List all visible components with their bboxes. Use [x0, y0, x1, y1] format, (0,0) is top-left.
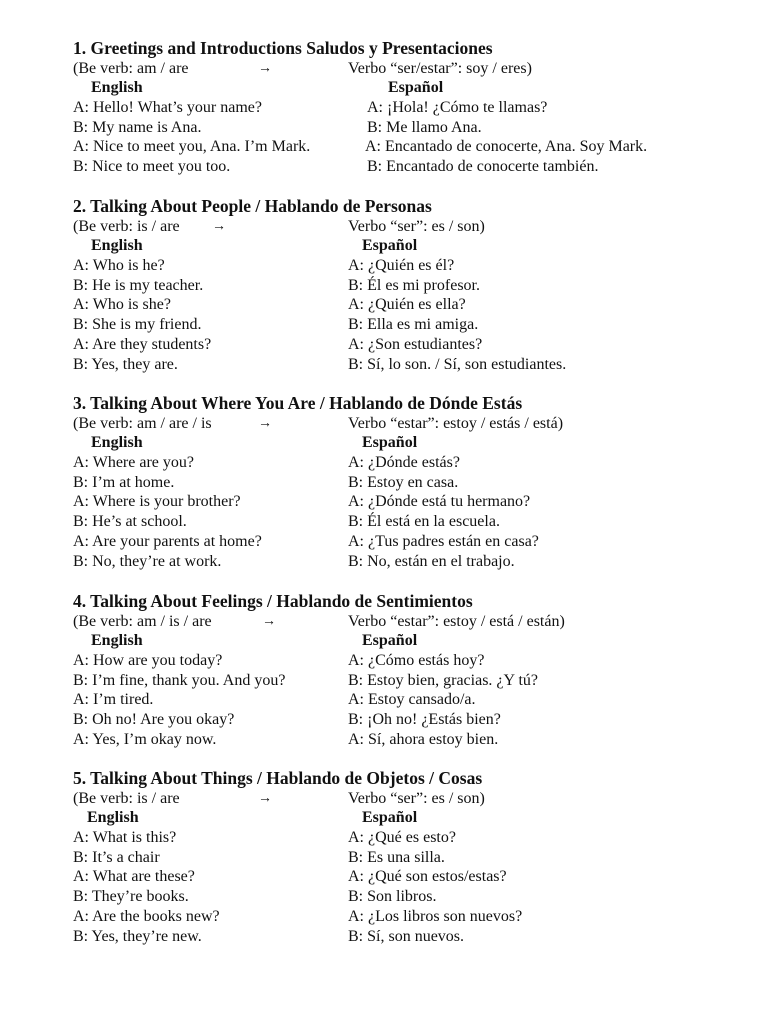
- line-english: A: How are you today?: [73, 652, 223, 670]
- dialogue-line: [73, 137, 733, 157]
- line-english: B: He’s at school.: [73, 513, 187, 531]
- section-location: [73, 394, 733, 571]
- arrow-icon: →: [258, 415, 272, 431]
- line-english: A: Who is he?: [73, 257, 165, 275]
- column-headers: [73, 433, 733, 453]
- dialogue-line: [73, 532, 733, 552]
- line-english: A: Who is she?: [73, 296, 171, 314]
- line-spanish: B: Ella es mi amiga.: [348, 316, 479, 334]
- header-english: English: [87, 809, 139, 827]
- section-title: 3. Talking About Where You Are / Hablando de Dónde Estás: [73, 393, 523, 413]
- line-english: B: I’m fine, thank you. And you?: [73, 671, 286, 689]
- dialogue-line: [73, 355, 733, 375]
- line-spanish: B: ¡Oh no! ¿Estás bien?: [348, 711, 501, 729]
- line-spanish: A: ¿Qué son estos/estas?: [348, 868, 507, 886]
- dialogue-line: [73, 887, 733, 907]
- line-english: B: Nice to meet you too.: [73, 158, 231, 176]
- dialogue-line: [73, 315, 733, 335]
- header-english: English: [91, 237, 143, 255]
- dialogue-line: [73, 295, 733, 315]
- dialogue-line: [73, 98, 733, 118]
- line-english: B: Oh no! Are you okay?: [73, 711, 235, 729]
- dialogue-line: [73, 453, 733, 473]
- section-feelings: [73, 592, 733, 750]
- arrow-icon: →: [212, 218, 226, 234]
- dialogue-line: [73, 828, 733, 848]
- line-spanish: A: Estoy cansado/a.: [348, 691, 476, 709]
- header-spanish: Español: [388, 79, 444, 97]
- dialogue-line: [73, 651, 733, 671]
- dialogue-line: [73, 473, 733, 493]
- section-title: 4. Talking About Feelings / Hablando de Sentimientos: [73, 591, 473, 611]
- verb-english: (Be verb: is / are: [73, 217, 180, 235]
- line-spanish: B: Sí, son nuevos.: [348, 927, 465, 945]
- line-english: A: Are they students?: [73, 335, 212, 353]
- arrow-icon: →: [258, 790, 272, 806]
- column-headers: [73, 236, 733, 256]
- line-spanish: A: ¿Quién es él?: [348, 257, 455, 275]
- dialogue-line: [73, 867, 733, 887]
- column-headers: [73, 78, 733, 98]
- column-headers: [73, 808, 733, 828]
- line-english: A: Yes, I’m okay now.: [73, 730, 217, 748]
- line-english: A: I’m tired.: [73, 691, 154, 709]
- line-spanish: B: Es una silla.: [348, 848, 445, 866]
- header-spanish: Español: [362, 434, 418, 452]
- line-english: B: Yes, they are.: [73, 355, 178, 373]
- dialogue-line: [73, 512, 733, 532]
- line-spanish: A: ¿Cómo estás hoy?: [348, 652, 485, 670]
- section-people: [73, 197, 733, 374]
- dialogue-line: [73, 690, 733, 710]
- line-spanish: B: Él es mi profesor.: [348, 276, 480, 294]
- dialogue-line: [73, 907, 733, 927]
- line-spanish: B: Me llamo Ana.: [367, 118, 482, 136]
- line-english: A: Hello! What’s your name?: [73, 99, 262, 117]
- verb-english: (Be verb: is / are: [73, 789, 180, 807]
- line-english: B: I’m at home.: [73, 473, 175, 491]
- verb-line: [73, 217, 733, 237]
- dialogue-line: [73, 118, 733, 138]
- dialogue-line: [73, 848, 733, 868]
- verb-english: (Be verb: am / are / is: [73, 414, 212, 432]
- line-english: B: Yes, they’re new.: [73, 927, 202, 945]
- dialogue-line: [73, 552, 733, 572]
- header-english: English: [91, 434, 143, 452]
- line-english: A: Where are you?: [73, 454, 194, 472]
- dialogue-line: [73, 710, 733, 730]
- dialogue-line: [73, 335, 733, 355]
- verb-spanish: Verbo “estar”: estoy / está / están): [348, 612, 565, 630]
- verb-spanish: Verbo “estar”: estoy / estás / está): [348, 414, 564, 432]
- section-things: [73, 769, 733, 946]
- section-title: 2. Talking About People / Hablando de Personas: [73, 196, 432, 216]
- column-headers: [73, 631, 733, 651]
- line-english: B: He is my teacher.: [73, 276, 204, 294]
- line-english: A: Are your parents at home?: [73, 532, 262, 550]
- header-english: English: [91, 632, 143, 650]
- line-english: B: They’re books.: [73, 888, 189, 906]
- line-spanish: B: Estoy en casa.: [348, 473, 459, 491]
- line-english: B: My name is Ana.: [73, 118, 202, 136]
- line-spanish: B: Él está en la escuela.: [348, 513, 500, 531]
- line-spanish: A: ¿Dónde estás?: [348, 454, 460, 472]
- line-english: A: Nice to meet you, Ana. I’m Mark.: [73, 138, 311, 156]
- line-spanish: A: ¿Son estudiantes?: [348, 335, 483, 353]
- verb-english: (Be verb: am / is / are: [73, 612, 212, 630]
- dialogue-line: [73, 492, 733, 512]
- verb-spanish: Verbo “ser/estar”: soy / eres): [348, 59, 532, 77]
- line-spanish: A: ¡Hola! ¿Cómo te llamas?: [367, 99, 548, 117]
- line-english: A: Where is your brother?: [73, 493, 241, 511]
- arrow-icon: →: [262, 613, 276, 629]
- header-spanish: Español: [362, 237, 418, 255]
- line-english: B: It’s a chair: [73, 848, 160, 866]
- line-spanish: B: Estoy bien, gracias. ¿Y tú?: [348, 671, 539, 689]
- arrow-icon: →: [258, 60, 272, 76]
- dialogue-line: [73, 671, 733, 691]
- header-english: English: [91, 79, 143, 97]
- dialogue-line: [73, 256, 733, 276]
- verb-spanish: Verbo “ser”: es / son): [348, 217, 485, 235]
- line-spanish: A: ¿Los libros son nuevos?: [348, 907, 523, 925]
- verb-line: [73, 612, 733, 632]
- verb-line: [73, 789, 733, 809]
- line-english: B: She is my friend.: [73, 316, 202, 334]
- dialogue-line: [73, 276, 733, 296]
- dialogue-line: [73, 927, 733, 947]
- verb-line: [73, 414, 733, 434]
- section-title: 5. Talking About Things / Hablando de Objetos / Cosas: [73, 768, 483, 788]
- line-english: A: Are the books new?: [73, 907, 220, 925]
- line-spanish: B: No, están en el trabajo.: [348, 552, 515, 570]
- line-spanish: B: Sí, lo son. / Sí, son estudiantes.: [348, 355, 567, 373]
- verb-english: (Be verb: am / are: [73, 59, 189, 77]
- dialogue-line: [73, 157, 733, 177]
- section-title: 1. Greetings and Introductions Saludos y Presentaciones: [73, 38, 493, 58]
- header-spanish: Español: [362, 809, 418, 827]
- section-greetings: [73, 39, 733, 177]
- line-spanish: B: Son libros.: [348, 888, 437, 906]
- line-spanish: A: ¿Dónde está tu hermano?: [348, 493, 531, 511]
- line-english: A: What is this?: [73, 829, 177, 847]
- line-english: B: No, they’re at work.: [73, 552, 222, 570]
- line-english: A: What are these?: [73, 868, 195, 886]
- dialogue-line: [73, 730, 733, 750]
- verb-line: [73, 59, 733, 79]
- verb-spanish: Verbo “ser”: es / son): [348, 789, 485, 807]
- line-spanish: B: Encantado de conocerte también.: [367, 158, 599, 176]
- line-spanish: A: ¿Qué es esto?: [348, 829, 456, 847]
- header-spanish: Español: [362, 632, 418, 650]
- line-spanish: A: Sí, ahora estoy bien.: [348, 730, 499, 748]
- line-spanish: A: ¿Tus padres están en casa?: [348, 532, 539, 550]
- line-spanish: A: ¿Quién es ella?: [348, 296, 466, 314]
- line-spanish: A: Encantado de conocerte, Ana. Soy Mark.: [365, 138, 648, 156]
